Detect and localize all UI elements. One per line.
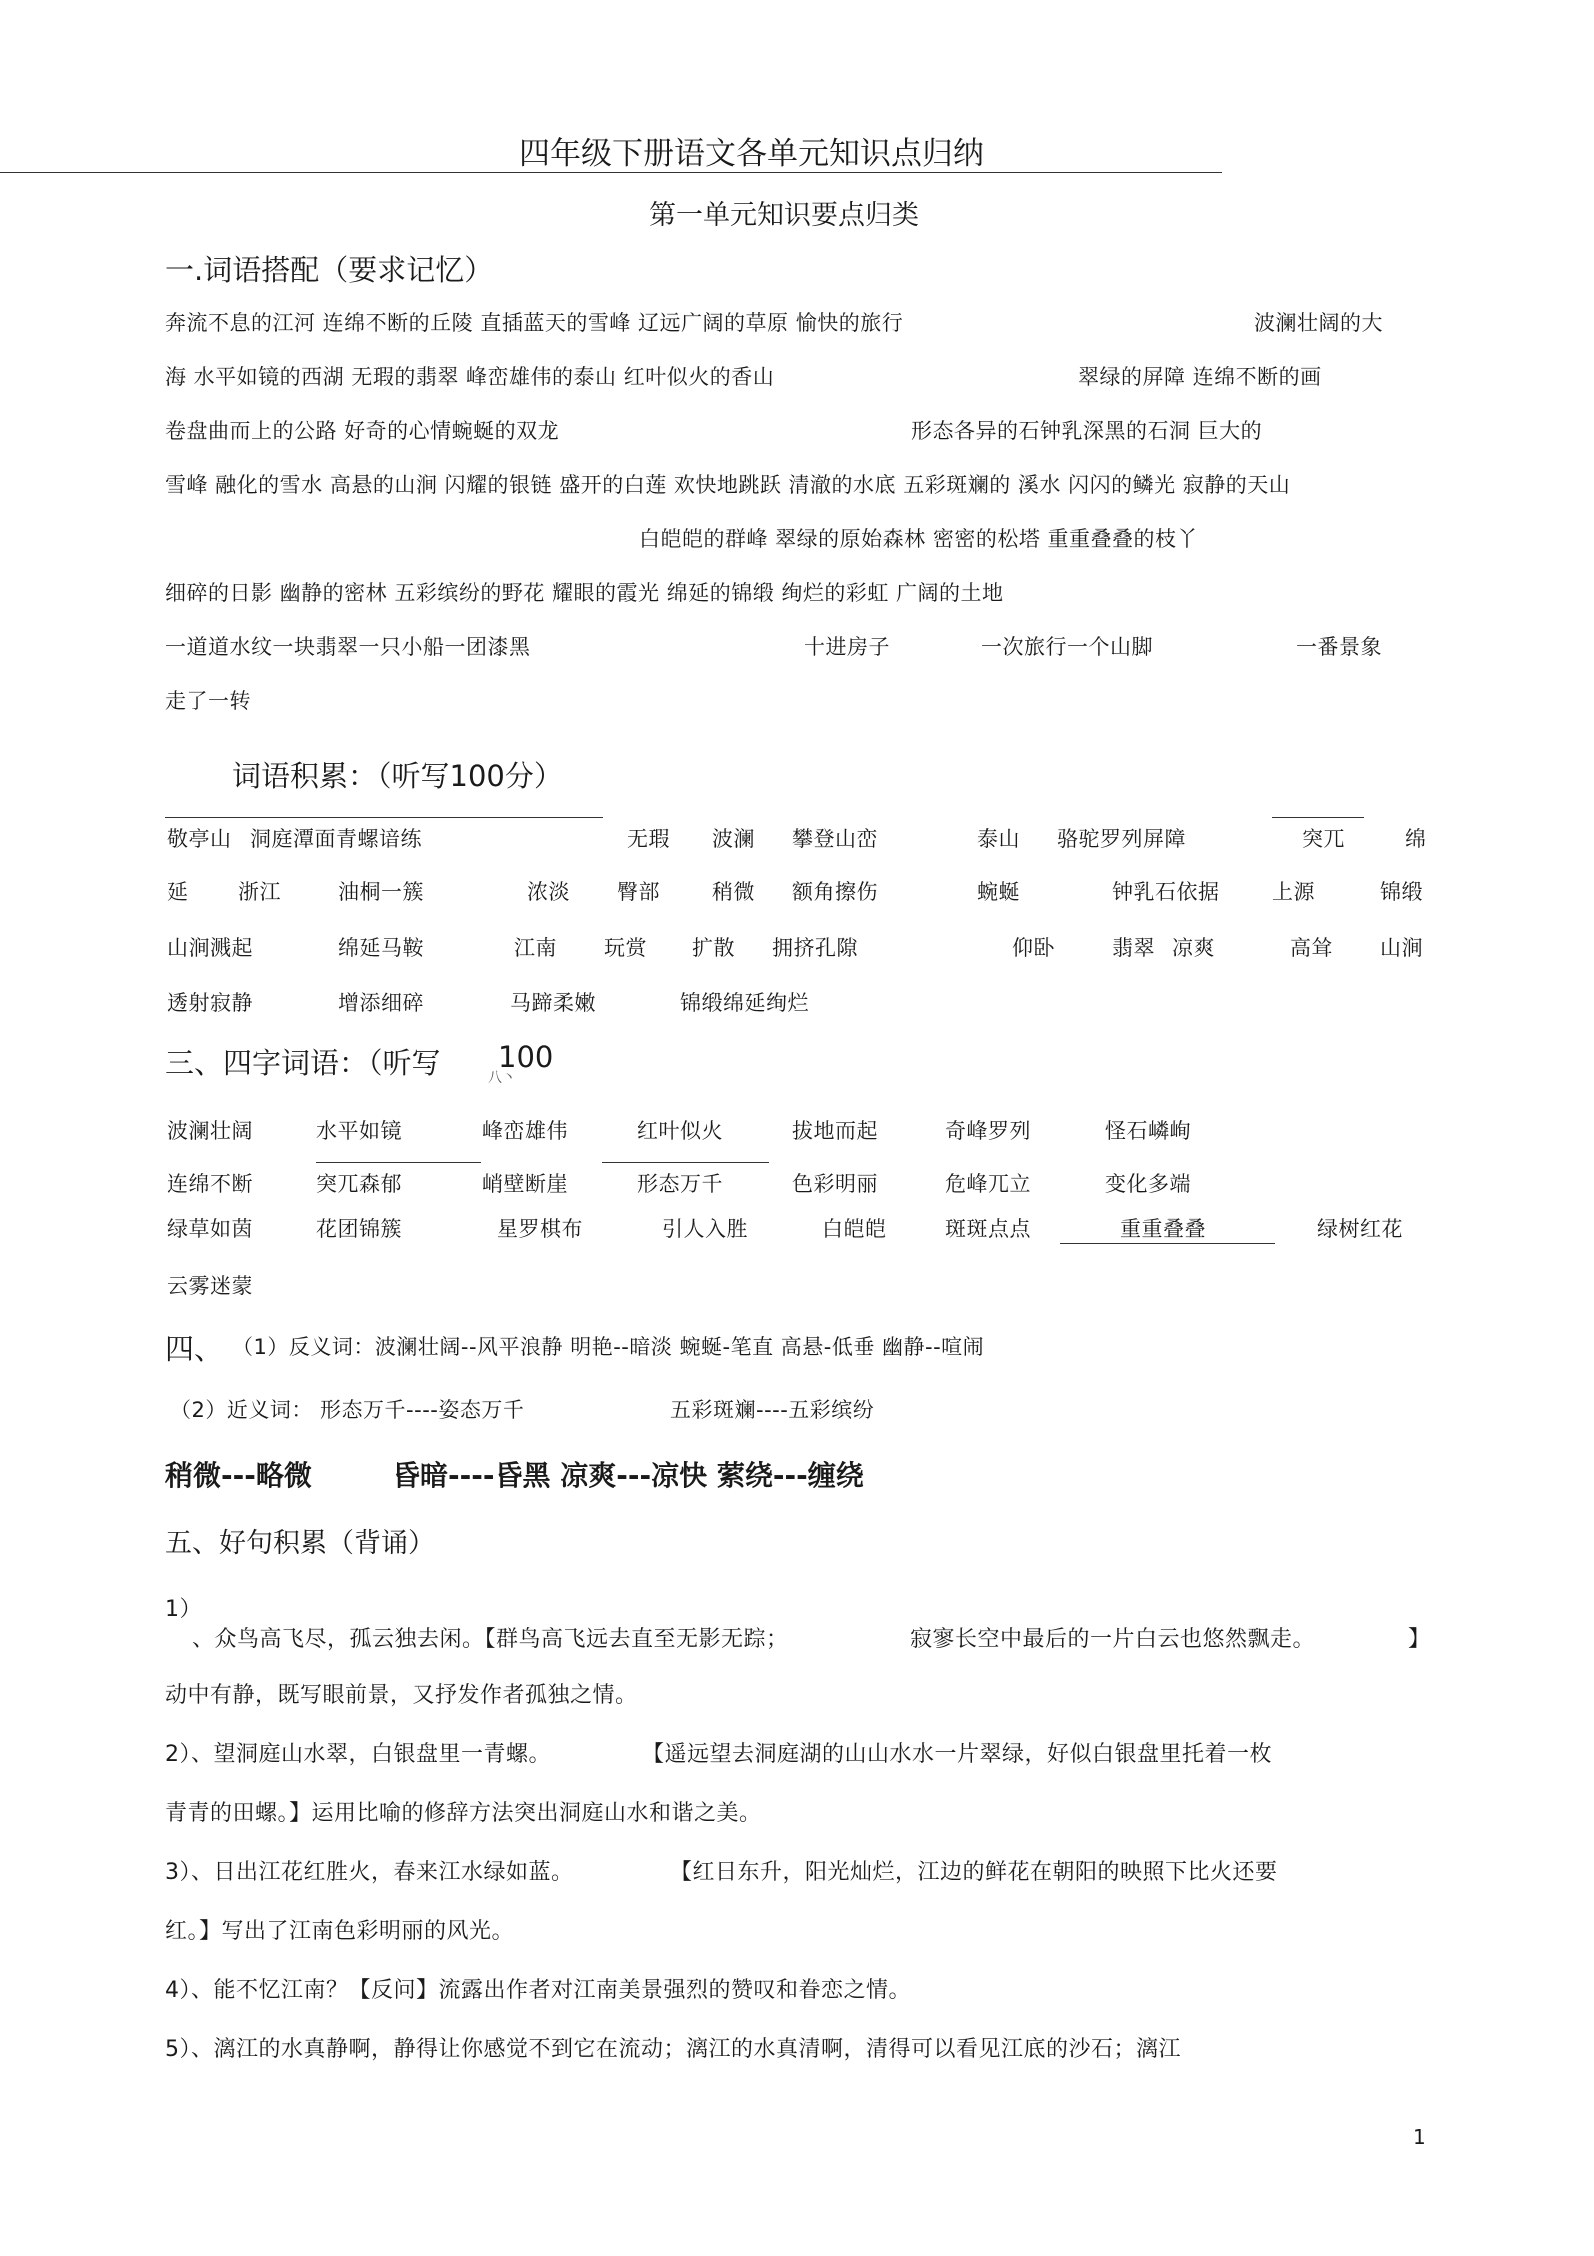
sentence: 1）: [165, 1597, 202, 1622]
section1-line: 形态各异的石钟乳深黑的石洞 巨大的: [911, 419, 1263, 443]
phrase: 突兀森郁: [316, 1172, 402, 1196]
phrase: 峰峦雄伟: [482, 1119, 568, 1143]
section3-score-tail: 八丶: [488, 1070, 516, 1086]
section1-line: 细碎的日影 幽静的密林 五彩缤纷的野花 耀眼的霞光 绵延的锦缎 绚烂的彩虹 广阔的土地: [165, 581, 1004, 605]
page-title: 四年级下册语文各单元知识点归纳: [519, 136, 984, 172]
word: 高耸: [1290, 936, 1333, 960]
phrase: 危峰兀立: [945, 1172, 1031, 1196]
word: 突兀: [1302, 827, 1345, 851]
section1-line: 翠绿的屏障 连绵不断的画: [1078, 365, 1322, 389]
phrase: 波澜壮阔: [167, 1119, 253, 1143]
sentence: 青青的田螺。】运用比喻的修辞方法突出洞庭山水和谐之美。: [165, 1801, 762, 1826]
unit-title: 第一单元知识要点归类: [649, 200, 919, 231]
word: 臀部: [617, 880, 660, 904]
word: 浙江: [238, 880, 281, 904]
phrase: 拔地而起: [792, 1119, 878, 1143]
synonyms-large: 稍微---略微: [165, 1459, 312, 1492]
word: 锦缎: [1380, 880, 1423, 904]
sentence: 5）、漓江的水真静啊，静得让你感觉不到它在流动；漓江的水真清啊，清得可以看见江底的沙石；漓江: [165, 2037, 1182, 2062]
word: 泰山: [977, 827, 1020, 851]
underline: [1060, 1243, 1275, 1244]
phrase: 花团锦簇: [316, 1217, 402, 1241]
sentence: 【遥远望去洞庭湖的山山水水一片翠绿，好似白银盘里托着一枚: [642, 1742, 1273, 1767]
section1-line: 一道道水纹一块翡翠一只小船一团漆黑: [165, 635, 531, 659]
section5-heading: 五、好句积累（背诵）: [165, 1528, 435, 1559]
word: 浓淡: [527, 880, 570, 904]
section4-label: 四、: [165, 1332, 224, 1366]
word: 骆驼罗列屏障: [1057, 827, 1186, 851]
phrase: 连绵不断: [167, 1172, 253, 1196]
phrase: 星罗棋布: [497, 1217, 583, 1241]
word: 拥挤孔隙: [772, 936, 858, 960]
phrase: 水平如镜: [316, 1119, 402, 1143]
section1-line: 白皑皑的群峰 翠绿的原始森林 密密的松塔 重重叠叠的枝丫: [639, 527, 1199, 551]
word: 额角擦伤: [792, 880, 878, 904]
title-rule: [0, 172, 1222, 173]
synonyms-large: 昏暗----昏黑 凉爽---凉快 萦绕---缠绕: [392, 1459, 864, 1492]
section1-heading: 一.词语搭配（要求记忆）: [165, 253, 494, 287]
phrase: 斑斑点点: [945, 1217, 1031, 1241]
phrase: 引人入胜: [662, 1217, 748, 1241]
antonyms: （1）反义词：波澜壮阔--风平浪静 明艳--暗淡 蜿蜒-笔直 高悬-低垂 幽静--喧闹: [232, 1335, 985, 1359]
word: 山涧: [1380, 936, 1423, 960]
page-number: 1: [1413, 2125, 1426, 2149]
phrase: 色彩明丽: [792, 1172, 878, 1196]
word: 绵: [1405, 827, 1427, 851]
word: 上源: [1272, 880, 1315, 904]
section1-line: 卷盘曲而上的公路 好奇的心情蜿蜒的双龙: [165, 419, 560, 443]
word: 玩赏: [604, 936, 647, 960]
word: 油桐一簇: [338, 880, 424, 904]
sentence: 动中有静，既写眼前景，又抒发作者孤独之情。: [165, 1683, 638, 1708]
word: 敬亭山: [167, 827, 232, 851]
section3-score: 100: [498, 1040, 554, 1074]
word: 增添细碎: [338, 991, 424, 1015]
section1-line: 雪峰 融化的雪水 高悬的山涧 闪耀的银链 盛开的白莲 欢快地跳跃 清澈的水底 五彩斑斓的 溪水 闪闪的鳞光 寂静的天山: [165, 473, 1291, 497]
section1-line: 波澜壮阔的大: [1254, 311, 1383, 335]
word: 透射寂静: [167, 991, 253, 1015]
sentence: 3）、日出江花红胜火，春来江水绿如蓝。: [165, 1860, 574, 1885]
word: 洞庭潭面青螺谙练: [250, 827, 422, 851]
phrase: 云雾迷蒙: [167, 1274, 253, 1298]
section1-line: 一次旅行一个山脚: [981, 635, 1153, 659]
sentence: 】: [1408, 1627, 1431, 1652]
section1-line: 奔流不息的江河 连绵不断的丘陵 直插蓝天的雪峰 辽远广阔的草原 愉快的旅行: [165, 311, 904, 335]
word: 扩散: [692, 936, 735, 960]
word: 延: [167, 880, 189, 904]
phrase: 变化多端: [1105, 1172, 1191, 1196]
sentence: 红。】写出了江南色彩明丽的风光。: [165, 1919, 515, 1944]
section1-line: 十进房子: [804, 635, 890, 659]
word: 凉爽: [1172, 936, 1215, 960]
phrase: 重重叠叠: [1120, 1217, 1206, 1241]
section1-line: 走了一转: [165, 689, 251, 713]
phrase: 怪石嶙峋: [1105, 1119, 1191, 1143]
phrase: 绿草如茵: [167, 1217, 253, 1241]
synonyms: （2）近义词： 形态万千----姿态万千: [170, 1398, 525, 1422]
word: 稍微: [712, 880, 755, 904]
word: 蜿蜒: [977, 880, 1020, 904]
section3-heading: 三、四字词语：（听写: [165, 1046, 441, 1080]
word: 江南: [514, 936, 557, 960]
underline: [165, 817, 603, 818]
section2-heading: 词语积累：（听写100分）: [232, 759, 563, 793]
word: 绵延马鞍: [338, 936, 424, 960]
phrase: 红叶似火: [637, 1119, 723, 1143]
sentence: 、众鸟高飞尽，孤云独去闲。【群鸟高飞远去直至无影无踪；: [192, 1627, 789, 1652]
phrase: 奇峰罗列: [945, 1119, 1031, 1143]
section1-line: 一番景象: [1296, 635, 1382, 659]
word: 波澜: [712, 827, 755, 851]
underline: [1272, 817, 1364, 818]
phrase: 白皑皑: [822, 1217, 887, 1241]
phrase: 形态万千: [637, 1172, 723, 1196]
word: 锦缎绵延绚烂: [680, 991, 809, 1015]
word: 无瑕: [627, 827, 670, 851]
word: 山涧溅起: [167, 936, 253, 960]
word: 马蹄柔嫩: [510, 991, 596, 1015]
phrase: 绿树红花: [1317, 1217, 1403, 1241]
sentence: 【红日东升，阳光灿烂，江边的鲜花在朝阳的映照下比火还要: [670, 1860, 1278, 1885]
underline: [602, 1162, 769, 1163]
word: 攀登山峦: [792, 827, 878, 851]
sentence: 寂寥长空中最后的一片白云也悠然飘走。: [910, 1627, 1316, 1652]
sentence: 4）、能不忆江南？【反问】流露出作者对江南美景强烈的赞叹和眷恋之情。: [165, 1978, 911, 2003]
phrase: 峭壁断崖: [482, 1172, 568, 1196]
synonyms: 五彩斑斓----五彩缤纷: [670, 1398, 875, 1422]
word: 仰卧: [1012, 936, 1055, 960]
underline: [316, 1162, 481, 1163]
section1-line: 海 水平如镜的西湖 无瑕的翡翠 峰峦雄伟的泰山 红叶似火的香山: [165, 365, 775, 389]
word: 翡翠: [1112, 936, 1155, 960]
sentence: 2）、望洞庭山水翠，白银盘里一青螺。: [165, 1742, 551, 1767]
word: 钟乳石依据: [1112, 880, 1220, 904]
